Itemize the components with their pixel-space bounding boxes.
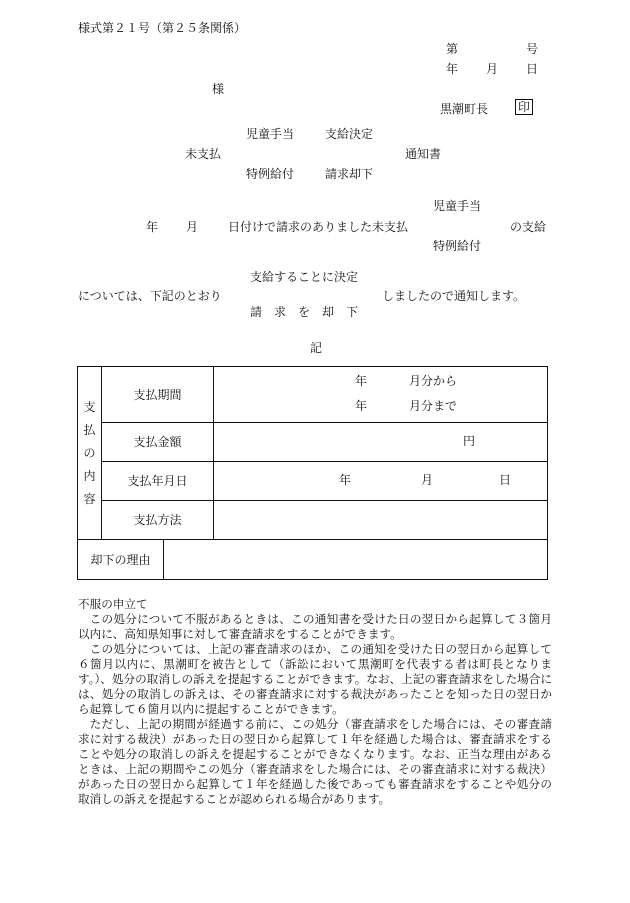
payment-details-table	[77, 366, 548, 580]
form-number: 様式第２１号（第２５条関係）	[78, 21, 247, 35]
body-kind-bottom: 特例給付	[433, 239, 482, 253]
vertical-char: 支	[83, 399, 96, 414]
title-payment-decision: 支給決定	[325, 127, 374, 141]
payment-date-month: 月	[421, 473, 434, 487]
period-to-year: 年	[355, 399, 368, 413]
payment-method-label: 支払方法	[102, 501, 214, 540]
rejection-reason-label: 却下の理由	[78, 540, 164, 580]
vertical-char: 払	[83, 422, 96, 437]
period-from-year: 年	[355, 374, 368, 388]
title-special-benefit: 特例給付	[246, 167, 295, 181]
addressee-suffix: 様	[212, 82, 225, 96]
body-kind-top: 児童手当	[433, 199, 482, 213]
vertical-char: 容	[83, 491, 96, 506]
body-month: 月	[186, 220, 199, 234]
payment-date-year: 年	[339, 473, 352, 487]
body-decision-top: 支給することに決定	[250, 270, 359, 284]
period-from: 月分から	[409, 374, 458, 388]
date-day: 日	[526, 62, 539, 76]
rejection-reason-value-cell	[164, 540, 548, 580]
payment-method-value-cell	[214, 501, 548, 540]
payment-content-vertical-label	[78, 367, 102, 540]
period-label: 支払期間	[102, 367, 214, 423]
amount-value-cell	[214, 423, 548, 462]
title-request-rejected: 請求却下	[325, 167, 374, 181]
body-decision-bottom: 請 求 を 却 下	[250, 305, 359, 319]
amount-unit: 円	[463, 434, 476, 448]
title-notice: 通知書	[405, 147, 442, 161]
notes-paragraph-1: この処分について不服があるときは、この通知書を受けた日の翌日から起算して３箇月以内に、高知県知事に対して審査請求をすることができます。	[78, 612, 552, 641]
body-year: 年	[146, 220, 159, 234]
period-to: 月分まで	[409, 399, 458, 413]
date-month: 月	[486, 62, 499, 76]
body-suffix: しましたので通知します。	[382, 289, 526, 303]
sender-name: 黒潮町長	[440, 102, 489, 116]
body-payment-suffix: の支給	[510, 220, 547, 234]
date-year: 年	[446, 62, 459, 76]
title-unpaid: 未支払	[185, 147, 222, 161]
amount-label: 支払金額	[102, 423, 214, 462]
notes-paragraph-2: この処分については、上記の審査請求のほか、この通知を受けた日の翌日から起算して６箇月以内に、黒潮町を被告として（訴訟において黒潮町を代表する者は町長となります。）、処分の取消しの訴えを提起することができます。なお、上記の審査請求をした場合には、処分の取消しの訴えは、その審査請求に対する裁決があったことを知った日の翌日から起算して６箇月以内に提起することができます。	[78, 642, 552, 716]
notes-paragraph-3: ただし、上記の期間が経過する前に、この処分（審査請求をした場合には、その審査請求に対する裁決）があった日の翌日から起算して１年を経過した場合は、審査請求をすることや処分の取消しの訴えを提起することができなくなります。なお、正当な理由があるときは、上記の期間やこの処分（審査請求をした場合には、その審査請求に対する裁決）があった日の翌日から起算して１年を経過した後であっても審査請求をすることや処分の取消しの訴えを提起することが認められる場合があります。	[78, 717, 552, 806]
title-child-allowance: 児童手当	[246, 127, 295, 141]
ki-mark: 記	[310, 341, 323, 355]
doc-number-suffix: 号	[526, 42, 539, 56]
period-value-cell	[214, 367, 548, 423]
vertical-char: の	[83, 445, 96, 460]
body-prefix: については、下記のとおり	[78, 289, 222, 303]
payment-date-value-cell	[214, 462, 548, 501]
payment-date-label: 支払年月日	[102, 462, 214, 501]
payment-date-day: 日	[499, 473, 512, 487]
vertical-char: 内	[83, 468, 96, 483]
objection-notice	[78, 597, 552, 807]
doc-number-label: 第	[446, 42, 459, 56]
seal-mark: 印	[515, 99, 533, 115]
body-request-text: 日付けで請求のありました未支払	[228, 220, 409, 234]
notes-heading: 不服の申立て	[78, 597, 148, 611]
